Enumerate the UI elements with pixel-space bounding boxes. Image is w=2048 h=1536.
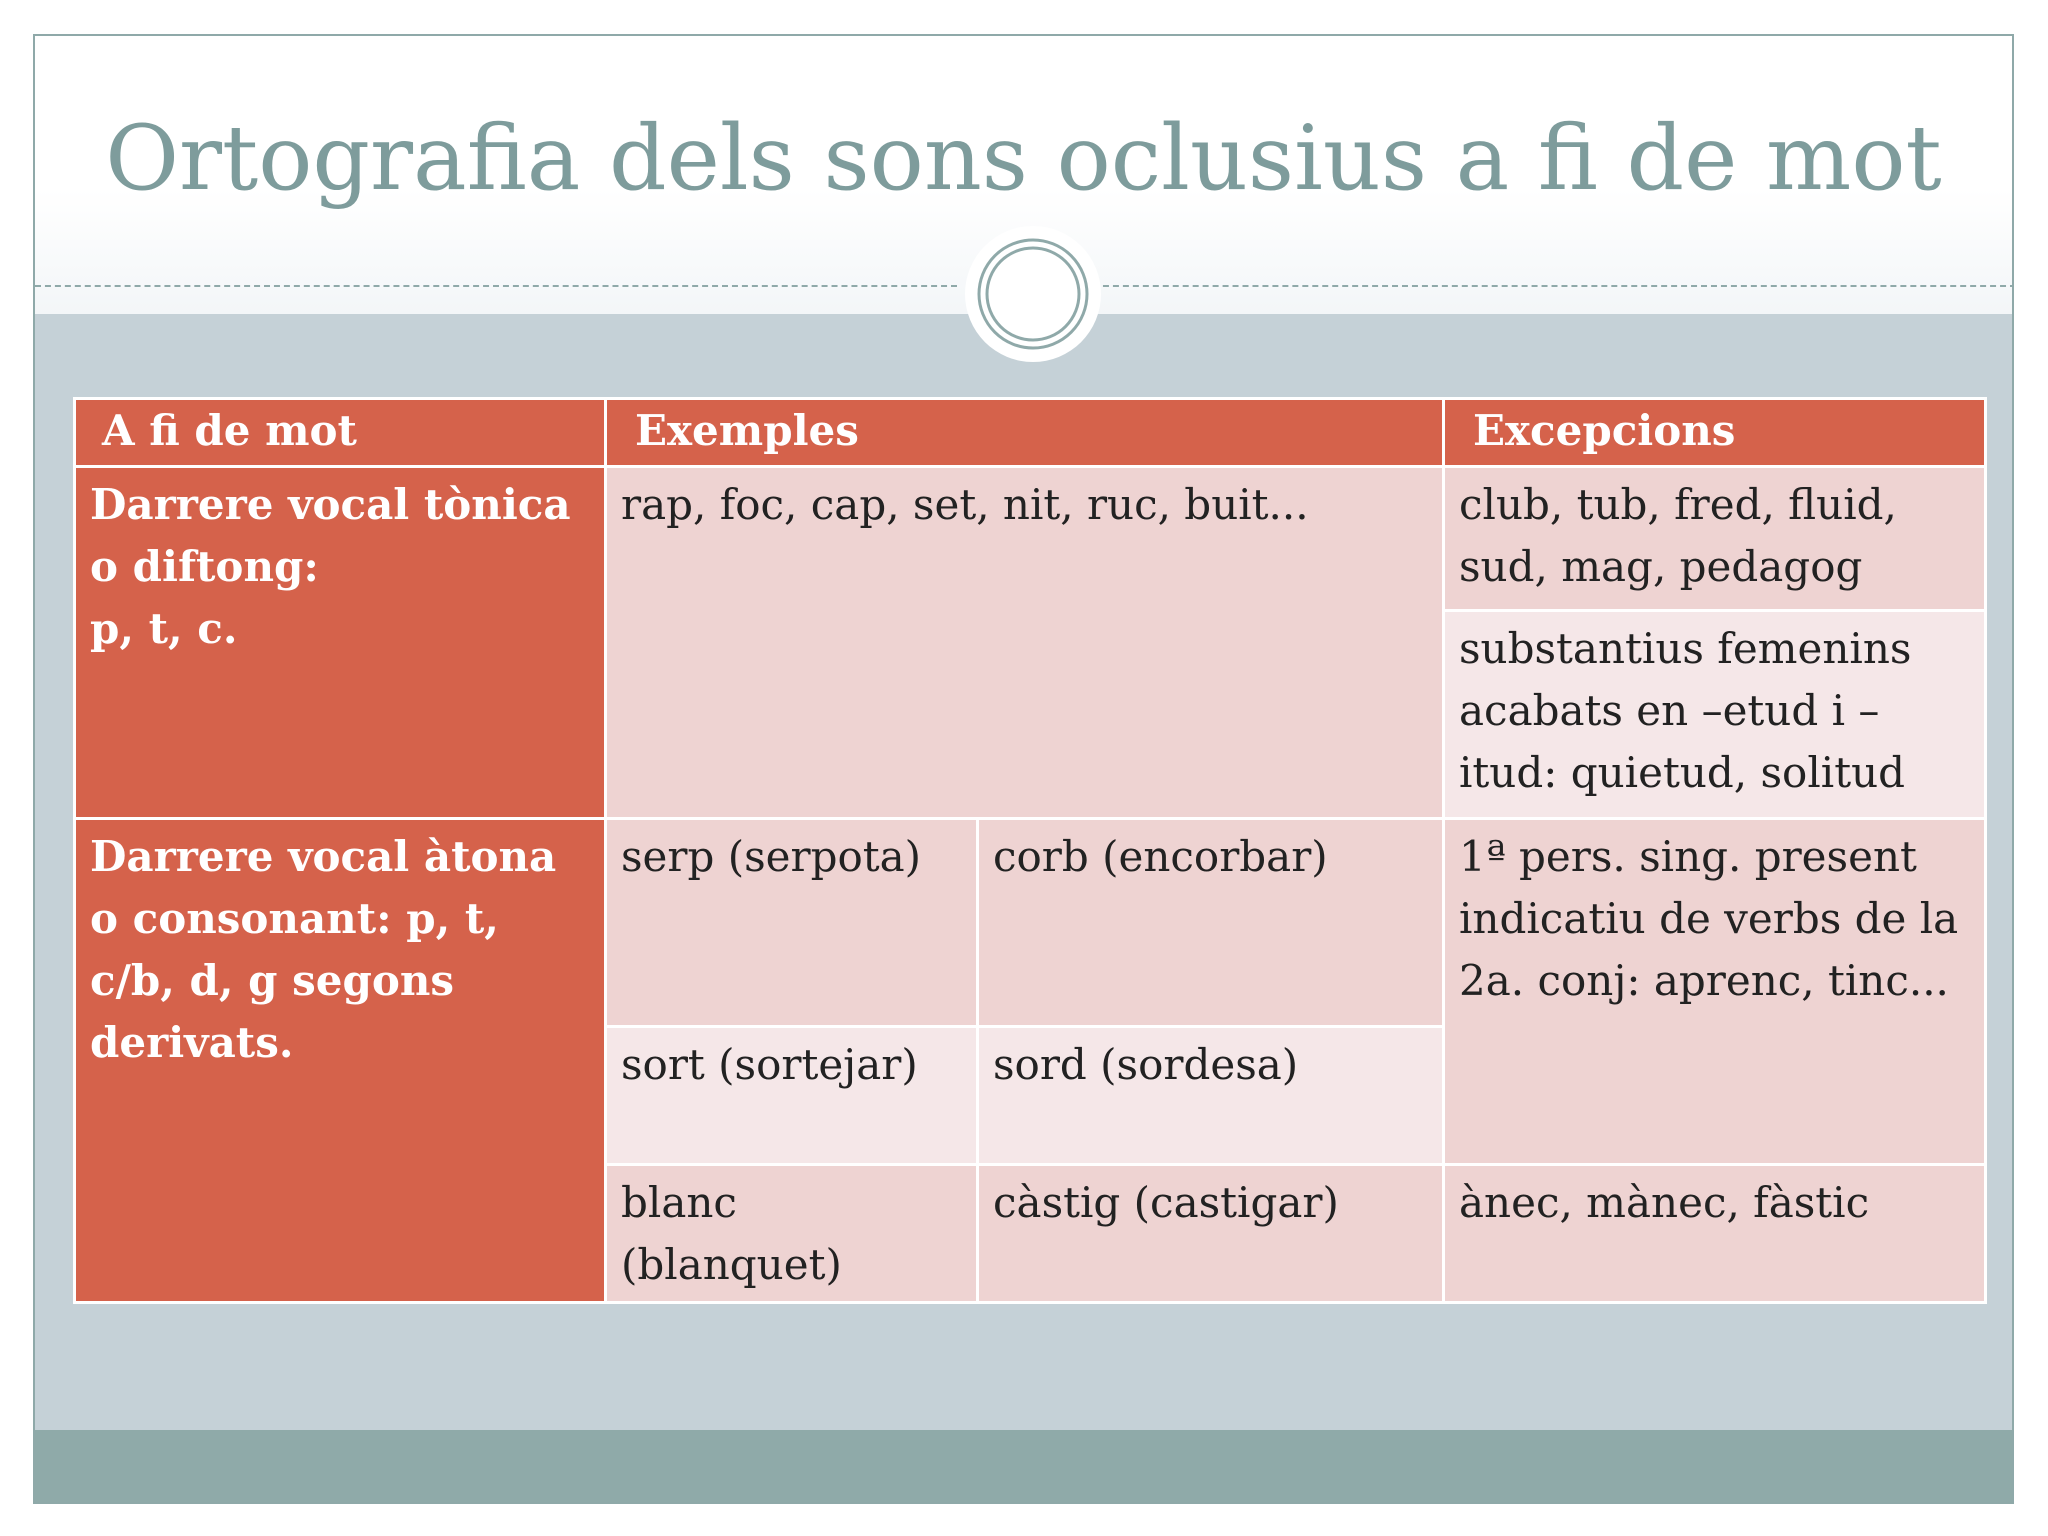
exception-cell-verbs: 1ª pers. sing. present indicatiu de verbs de la 2a. conj: aprenc, tinc... bbox=[1444, 819, 1986, 1165]
divider-left bbox=[35, 285, 957, 287]
example-cell: càstig (castigar) bbox=[978, 1165, 1444, 1303]
exception-cell-words: ànec, mànec, fàstic bbox=[1444, 1165, 1986, 1303]
example-cell: sort (sortejar) bbox=[606, 1027, 978, 1165]
example-cell: sord (sordesa) bbox=[978, 1027, 1444, 1165]
table-row bbox=[75, 467, 1986, 611]
example-cell: corb (encorbar) bbox=[978, 819, 1444, 1027]
header-row bbox=[75, 399, 1986, 467]
row-label-line: p, t, c. bbox=[90, 604, 238, 653]
header-cell-examples: Exemples bbox=[606, 399, 1444, 467]
row-label-line: Darrere vocal tònica bbox=[90, 480, 571, 529]
example-cell: blanc (blanquet) bbox=[606, 1165, 978, 1303]
divider-right bbox=[1093, 285, 2014, 287]
row-label-unstressed-vowel: Darrere vocal àtona o consonant: p, t, c/b, d, g segons derivats. bbox=[75, 819, 606, 1303]
examples-cell-stressed: rap, foc, cap, set, nit, ruc, buit... bbox=[606, 467, 1444, 819]
row-label-stressed-vowel bbox=[75, 467, 606, 819]
example-cell: serp (serpota) bbox=[606, 819, 978, 1027]
circle-ornament-icon bbox=[964, 225, 1102, 363]
slide-title: Ortografia dels sons oclusius a fi de mot bbox=[105, 106, 1942, 211]
spelling-table bbox=[73, 397, 1987, 1304]
header-cell-exceptions: Excepcions bbox=[1444, 399, 1986, 467]
table-row bbox=[75, 819, 1986, 1027]
exception-cell-feminine-nouns: substantius femenins acabats en –etud i –itud: quietud, solitud bbox=[1444, 611, 1986, 819]
exception-cell-consonants: club, tub, fred, fluid, sud, mag, pedagog bbox=[1444, 467, 1986, 611]
bottom-band bbox=[35, 1430, 2012, 1502]
header-cell-position: A fi de mot bbox=[75, 399, 606, 467]
row-label-line: o diftong: bbox=[90, 542, 319, 591]
